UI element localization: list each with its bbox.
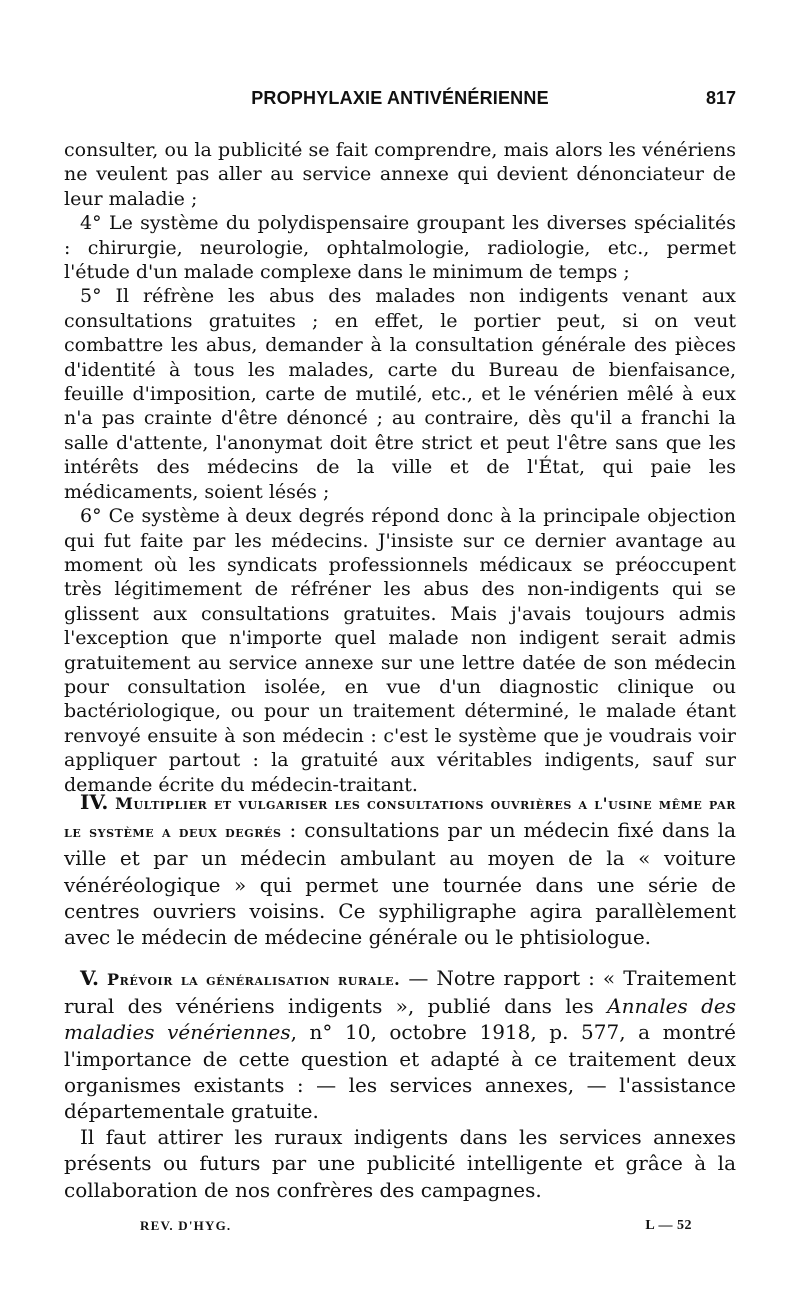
section-v-paragraph-1 [64,965,736,1124]
paragraph-continuation: consulter, ou la publicité se fait comprendre, mais alors les vénériens ne veulent pas aller au service annexe qui devient dénonciateur de leur maladie ; [64,139,736,210]
page-header [64,88,736,114]
continuation-section [64,138,736,797]
journal-title: Annales des maladies vénériennes [64,994,736,1045]
section-v [64,965,736,1203]
signature-mark: L — 52 [645,1218,692,1233]
section-v-body-a: — Notre rapport : « Traitement rural des vénériens indigents », publié dans les [64,966,737,1019]
section-v-number: V. [80,966,99,990]
page-footer [64,1218,736,1238]
section-iv-paragraph [64,789,736,950]
section-v-body-b: , n° 10, octobre 1918, p. 577, a montré l'importance de cette question et adapté à ce traitement deux organismes existants : — les services annexes, — l'assistance départementale gratuite. [64,1020,736,1124]
paragraph-point-5: 5° Il réfrène les abus des malades non indigents venant aux consultations gratuites ; en effet, le portier peut, si on veut combattre les abus, demander à la consultation générale des pièces d'identité à tous les malades, carte du Bureau de bienfaisance, feuille d'imposition, carte de mutilé, etc., et le vénérien mêlé à eux n'a pas crainte d'être dénoncé ; au contraire, dès qu'il a franchi la salle d'attente, l'anonymat doit être strict et peut l'être sans que les intérêts des médecins de la ville et de l'État, qui paie les médicaments, soient lésés ; [64,285,736,503]
paragraph-point-6: 6° Ce système à deux degrés répond donc à la principale objection qui fut faite par les médecins. J'insiste sur ce dernier avantage au moment où les syndicats professionnels médicaux se préoccupent très légitimement de réfréner les abus des non-indigents qui se glissent aux consultations gratuites. Mais j'avais toujours admis l'exception que n'importe quel malade non indigent serait admis gratuitement au service annexe sur une lettre datée de son médecin pour consultation isolée, en vue d'un diagnostic clinique ou bactériologique, ou pour un traitement déterminé, le malade étant renvoyé ensuite à son médecin : c'est le système que je voudrais voir appliquer partout : la gratuité aux véritables indigents, sauf sur demande écrite du médecin-traitant. [64,505,736,796]
running-title: PROPHYLAXIE ANTIVÉNÉRIENNE [251,88,549,108]
section-iv [64,789,736,950]
section-iv-body: : consultations par un médecin fixé dans la ville et par un médecin ambulant au moyen de la « voiture vénéréologique » qui permet une tournée dans une série de centres ouvriers voisins. Ce syphiligraphe agira parallèlement avec le médecin de médecine générale ou le phtisiologue. [64,818,736,950]
journal-abbreviation: REV. D'HYG. [140,1218,232,1233]
section-v-heading: Prévoir la généralisation rurale. [107,970,401,989]
section-v-paragraph-2: Il faut attirer les ruraux indigents dans les services annexes présents ou futurs par une publicité intelligente et grâce à la collaboration de nos confrères des campagnes. [64,1125,736,1202]
section-iv-number: IV. [80,790,109,814]
section-iv-heading: Multiplier et vulgariser les consultations ouvrières a l'usine même par le système a deux degrés [64,794,736,842]
paragraph-point-4: 4° Le système du polydispensaire groupant les diverses spécialités : chirurgie, neurologie, ophtalmologie, radiologie, etc., permet l'étude d'un malade complexe dans le minimum de temps ; [64,212,736,284]
page-number: 817 [705,88,736,108]
